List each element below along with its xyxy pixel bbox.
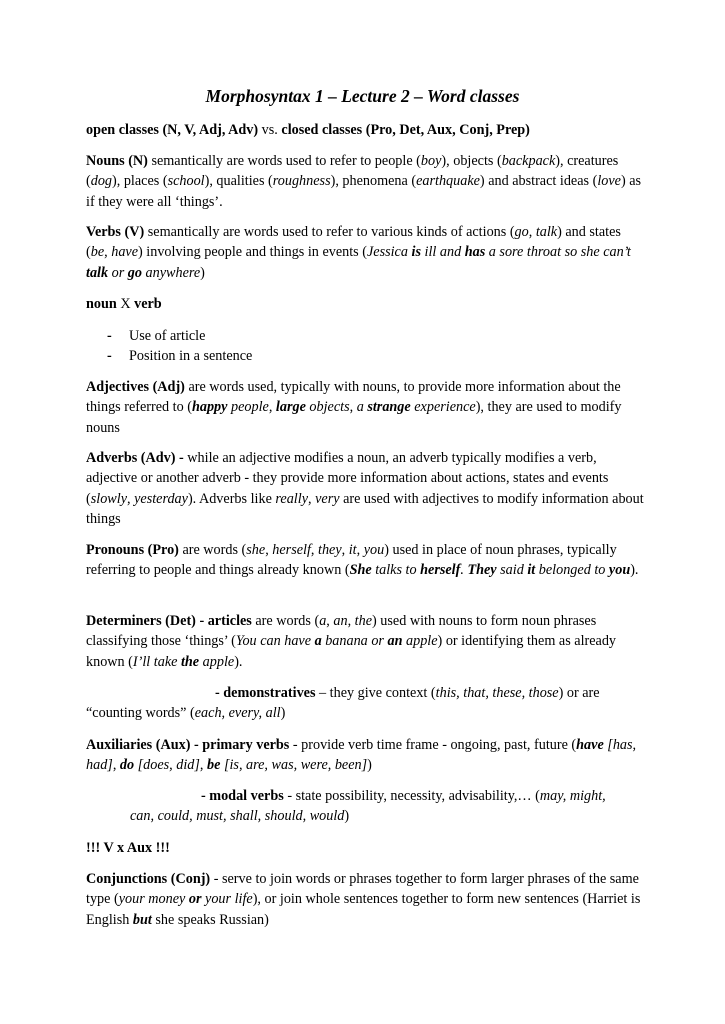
text-run: the bbox=[180, 653, 200, 670]
modal-verbs-paragraph bbox=[130, 786, 610, 827]
text-run: be bbox=[207, 757, 221, 774]
text-run: - provide verb time frame - ongoing, past, future ( bbox=[289, 737, 577, 753]
text-run: You can have bbox=[235, 633, 315, 650]
text-run: has bbox=[464, 244, 486, 261]
text-run bbox=[86, 265, 108, 281]
text-run: you bbox=[363, 542, 385, 558]
text-run: ), phenomena ( bbox=[330, 173, 417, 190]
text-run: do bbox=[119, 757, 135, 774]
text-run: , bbox=[268, 399, 276, 416]
text-run: She bbox=[349, 562, 372, 579]
text-run bbox=[120, 757, 134, 773]
open-classes-term: open classes (N, V, Adj, Adv) bbox=[86, 122, 259, 138]
text-run: go bbox=[127, 264, 142, 281]
text-run: is bbox=[411, 244, 421, 261]
text-run: - state possibility, necessity, advisability,… ( bbox=[283, 788, 540, 804]
text-run: ) used in place of noun phrases, typically referring to people and things already known ( bbox=[86, 542, 617, 579]
text-run bbox=[315, 633, 322, 649]
text-run: semantically are words used to refer to various kinds of actions ( bbox=[144, 224, 515, 240]
text-run: apple bbox=[402, 633, 438, 650]
text-run: have bbox=[111, 244, 139, 261]
verbs-paragraph bbox=[86, 222, 646, 283]
text-run: anywhere bbox=[141, 264, 201, 281]
text-run: or bbox=[188, 891, 202, 908]
text-run bbox=[350, 562, 372, 578]
text-run bbox=[367, 399, 410, 415]
text-run: talk bbox=[86, 264, 109, 281]
text-run: [does, did] bbox=[134, 757, 200, 774]
adverbs-paragraph bbox=[86, 448, 646, 529]
text-run bbox=[387, 633, 402, 649]
text-run bbox=[128, 265, 142, 281]
adjectives-paragraph bbox=[86, 377, 646, 438]
text-run: dog bbox=[90, 173, 113, 190]
text-run: ) as if they were all ‘things’. bbox=[86, 173, 642, 210]
text-run bbox=[467, 562, 496, 578]
text-run: - bbox=[107, 328, 112, 344]
text-run: !!! V x Aux !!! bbox=[86, 840, 170, 856]
text-run: people bbox=[227, 399, 269, 416]
auxiliaries-paragraph bbox=[86, 735, 646, 776]
v-x-aux-note bbox=[86, 838, 646, 858]
text-run: vs. bbox=[258, 122, 282, 138]
text-run: , bbox=[104, 244, 112, 261]
text-run: talk bbox=[535, 224, 558, 240]
text-run: objects bbox=[305, 399, 350, 416]
text-run: ), or join whole sentences together to form new sentences (Harriet is English bbox=[86, 891, 641, 928]
open-closed-classes bbox=[86, 120, 646, 140]
text-run: , bbox=[265, 542, 273, 558]
text-run bbox=[192, 399, 227, 415]
text-run: are used with adjectives to modify information about things bbox=[86, 490, 644, 527]
text-run: ) bbox=[280, 705, 286, 722]
text-run: X bbox=[116, 296, 135, 312]
text-run: she speaks Russian) bbox=[151, 911, 269, 928]
text-run: strange bbox=[367, 399, 411, 416]
nouns-term: Nouns (N) bbox=[86, 153, 148, 169]
text-run: really bbox=[275, 490, 308, 507]
text-run: be bbox=[90, 244, 105, 261]
text-run: but bbox=[132, 911, 152, 928]
text-run: ) involving people and things in events ( bbox=[138, 244, 367, 261]
demonstratives-term: - demonstratives bbox=[215, 685, 316, 701]
text-run: roughness bbox=[272, 173, 331, 190]
text-run: school bbox=[167, 173, 205, 190]
text-run: ) and abstract ideas ( bbox=[479, 173, 598, 190]
text-run: boy bbox=[420, 153, 442, 169]
text-run bbox=[133, 912, 152, 928]
text-run: noun bbox=[86, 296, 117, 312]
text-run: she bbox=[246, 542, 266, 558]
text-run: this, that, these, those bbox=[435, 685, 559, 701]
text-run: , bbox=[347, 613, 355, 629]
auxiliaries-term: Auxiliaries (Aux) - primary verbs bbox=[86, 737, 290, 753]
text-run: happy bbox=[191, 399, 228, 416]
text-run: , bbox=[341, 542, 349, 558]
text-run: a bbox=[356, 399, 368, 416]
text-run: a bbox=[314, 633, 322, 650]
text-run: ) or are “counting words” ( bbox=[86, 685, 600, 722]
text-run: large bbox=[275, 399, 306, 416]
text-run: yesterday bbox=[134, 490, 188, 507]
text-run: I’ll take bbox=[132, 653, 181, 670]
text-run: ) bbox=[344, 808, 350, 825]
verbs-term: Verbs (V) bbox=[86, 224, 145, 240]
adjectives-term: Adjectives (Adj) bbox=[86, 379, 185, 395]
demonstratives-paragraph bbox=[86, 683, 646, 724]
text-run: are words ( bbox=[178, 542, 247, 558]
page-title: Morphosyntax 1 – Lecture 2 – Word classes bbox=[205, 86, 520, 106]
text-run bbox=[189, 891, 202, 907]
text-run: slowly bbox=[90, 490, 127, 507]
text-run bbox=[609, 562, 630, 578]
text-run: ). Adverbs like bbox=[187, 490, 276, 507]
text-run: while an adjective modifies a noun, an adverb typically modifies a verb, adjective or another adverb - they provide more information about actions, states and events ( bbox=[86, 450, 609, 507]
text-run: , bbox=[528, 224, 536, 240]
text-run: are words used, typically with nouns, to provide more information about the things referred to ( bbox=[86, 379, 621, 416]
text-run: an bbox=[387, 633, 403, 650]
text-run: an bbox=[333, 613, 348, 629]
text-run bbox=[207, 757, 220, 773]
text-run: , bbox=[199, 757, 208, 774]
text-run bbox=[412, 244, 421, 260]
text-run: [has, had] bbox=[86, 737, 637, 774]
text-run: ), qualities ( bbox=[204, 173, 273, 190]
nouns-paragraph bbox=[86, 151, 646, 212]
text-run: it bbox=[527, 562, 536, 579]
text-run: said bbox=[496, 562, 528, 579]
text-run: [is, are, was, were, been] bbox=[220, 757, 368, 774]
text-run: - bbox=[107, 348, 112, 365]
text-run: - serve to join words or phrases together to form larger phrases of the same type ( bbox=[86, 871, 639, 908]
text-run: love bbox=[597, 173, 621, 190]
text-run: ). bbox=[234, 653, 243, 670]
text-run: ). bbox=[630, 562, 639, 579]
conjunctions-term: Conjunctions (Conj) bbox=[86, 871, 211, 887]
text-run: the bbox=[354, 613, 373, 629]
text-run: , bbox=[127, 490, 135, 507]
text-run: talks to bbox=[371, 562, 421, 579]
text-run: ) bbox=[367, 757, 372, 774]
text-run: go bbox=[514, 224, 529, 240]
text-run bbox=[576, 737, 604, 753]
text-run: ), places ( bbox=[112, 173, 168, 190]
text-run: ) bbox=[200, 264, 205, 281]
text-run: very bbox=[315, 490, 340, 507]
text-run: belonged to bbox=[535, 562, 609, 579]
text-run: They bbox=[467, 562, 497, 579]
text-run: backpack bbox=[501, 153, 556, 169]
text-run: , bbox=[308, 490, 316, 507]
text-run: banana or bbox=[321, 633, 388, 650]
determiners-paragraph bbox=[86, 611, 646, 672]
text-run: ) or identifying them as already known ( bbox=[86, 633, 617, 670]
text-run: your life bbox=[201, 891, 253, 908]
text-run: Position in a sentence bbox=[129, 348, 253, 365]
text-run: ill and bbox=[420, 244, 465, 261]
noun-verb-criteria-list bbox=[107, 326, 252, 367]
text-run: – they give context ( bbox=[315, 685, 436, 701]
text-run: . bbox=[460, 562, 468, 579]
text-run: ), creatures ( bbox=[86, 153, 619, 190]
text-run: , bbox=[349, 399, 357, 416]
text-run: your money bbox=[118, 891, 189, 908]
text-run: , bbox=[310, 542, 318, 558]
noun-x-verb-heading bbox=[86, 294, 646, 314]
text-run bbox=[420, 562, 460, 578]
text-run: Use of article bbox=[129, 328, 206, 344]
text-run bbox=[181, 654, 199, 670]
text-run: herself bbox=[420, 562, 461, 579]
pronouns-term: Pronouns (Pro) bbox=[86, 542, 179, 558]
text-run: earthquake bbox=[416, 173, 480, 190]
text-run: verb bbox=[134, 296, 162, 312]
text-run: or bbox=[108, 264, 128, 281]
determiners-term: Determiners (Det) - articles bbox=[86, 613, 252, 629]
text-run: it bbox=[348, 542, 357, 558]
text-run: ) and states ( bbox=[86, 224, 621, 261]
text-run: ), they are used to modify nouns bbox=[86, 399, 622, 436]
text-run: apple bbox=[199, 653, 235, 670]
text-run: Jessica bbox=[366, 244, 412, 261]
text-run: , bbox=[112, 757, 120, 774]
conjunctions-paragraph bbox=[86, 869, 646, 930]
text-run: they bbox=[318, 542, 342, 558]
text-run: , bbox=[326, 613, 334, 629]
text-run: a bbox=[319, 613, 327, 629]
text-run bbox=[465, 244, 486, 260]
closed-classes-term: closed classes (Pro, Det, Aux, Conj, Prep) bbox=[281, 122, 530, 138]
text-run bbox=[276, 399, 306, 415]
text-run: each, every, all bbox=[194, 705, 281, 722]
text-run: may, might, can, could, must, shall, should, would bbox=[130, 788, 606, 825]
text-run: you bbox=[608, 562, 631, 579]
list-item bbox=[107, 326, 252, 346]
text-run: semantically are words used to refer to people ( bbox=[147, 153, 421, 169]
text-run: herself bbox=[272, 542, 311, 558]
text-run: a sore throat so she can’t bbox=[485, 244, 631, 261]
text-run: ), objects ( bbox=[441, 153, 502, 169]
adverbs-term: Adverbs (Adv) - bbox=[86, 450, 184, 466]
text-run: have bbox=[576, 737, 604, 753]
text-run: ) used with nouns to form noun phrases classifying those ‘things’ ( bbox=[86, 613, 597, 650]
text-run: experience bbox=[410, 399, 476, 416]
pronouns-paragraph bbox=[86, 540, 646, 581]
text-run: , bbox=[356, 542, 364, 558]
list-item bbox=[107, 346, 252, 366]
modal-verbs-term: - modal verbs bbox=[201, 788, 284, 804]
text-run: are words ( bbox=[251, 613, 320, 629]
